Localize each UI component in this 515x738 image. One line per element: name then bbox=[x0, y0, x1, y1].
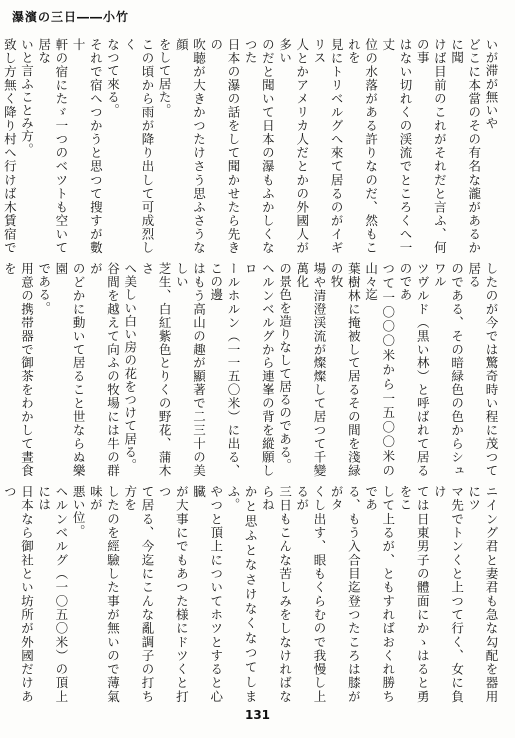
text-line: ヘルンベルグから連峯の背を縱願しロ bbox=[243, 262, 276, 477]
text-line: やつと頂上についてホツとすると心臓 bbox=[191, 485, 224, 703]
text-line: つて一〇〇〇米から一五〇〇米の山々迄 bbox=[363, 262, 396, 477]
text-line: いが滞が無いや bbox=[484, 38, 499, 130]
text-line: 場や清澄渓流が燦燦して居つて千變萬化 bbox=[294, 262, 327, 477]
text-line: ツヴルド（黒い林）と呼ばれて居るのであ bbox=[397, 262, 431, 477]
text-line: のだと聞いて日本の瀑もふかしくなつた bbox=[243, 38, 276, 254]
text-line: して上るが、ともすればおくれ勝ちであ bbox=[363, 485, 396, 703]
text-line: 見にトリベルグへ來て居るのがイギリス bbox=[311, 38, 345, 254]
text-line: 葉樹林に掩被して居るその間を淺緑の牧 bbox=[329, 262, 362, 477]
text-line bbox=[0, 485, 1, 703]
text-line: 用意の携帯器で御茶をわかして晝食を bbox=[2, 262, 35, 477]
text-line: が大事にでもあつた様にドツくと打つ bbox=[157, 485, 190, 703]
text-line: 位の水落がある許りなのだ、然もこれを bbox=[346, 38, 379, 254]
text-line: いと言ふことみ方。 bbox=[19, 38, 35, 156]
text-line: ニイング君と妻君も急な勾配を器用にツ bbox=[466, 485, 499, 703]
text-block-middle bbox=[0, 262, 500, 477]
text-line: どこに本當のその有名な瀧があるかに聞 bbox=[449, 38, 482, 254]
text-line: をして居た。 bbox=[157, 38, 173, 117]
text-line: ヘルンベルグ（一〇五〇米）の頂上には bbox=[36, 485, 69, 703]
text-line: 悪い位。 bbox=[71, 485, 87, 538]
text-line: 日本の瀑の話をして聞かせたら先きの bbox=[208, 38, 241, 254]
text-line: かと思ふとなさけなくなつてしまふ。 bbox=[225, 485, 259, 703]
text-line: の景色を造りなして居るのである。 bbox=[277, 262, 293, 472]
text-line: ールホルン（一一五〇米）に出る、この邊 bbox=[208, 262, 241, 477]
text-line: それで宿へつかうと思つて搜すが數十 bbox=[71, 38, 104, 254]
text-line: 致し方無く降り村へ行けば木賃宿で bbox=[2, 38, 18, 254]
text-line: のである、その暗緑色の色からシュワル bbox=[432, 262, 465, 477]
text-line: 日本なら御社とい坊所が外國だけあつ bbox=[2, 485, 35, 703]
text-line: 吹聴が大きかつたけさう思ふさうな顔 bbox=[174, 38, 207, 254]
text-line: はもう高山の趣が顯著で二三十の美しい bbox=[174, 262, 207, 477]
text-line: ては日東男子の體面にかゝはると勇をこ bbox=[397, 485, 431, 703]
text-line: くし出す、眼もくらむので我慢し上るが bbox=[294, 485, 327, 703]
running-header: 瀑濱の三日――小竹 bbox=[12, 10, 130, 24]
page-number: 131 bbox=[244, 708, 271, 722]
text-line: 谷間を越えて向ふの牧場には牛の群が bbox=[88, 262, 121, 477]
text-line: 三日もこんな苦しみをしなければならね bbox=[260, 485, 293, 703]
text-line: のどかに動いて居ること世ならぬ樂園 bbox=[53, 262, 87, 477]
text-line: る、もう入合目迄登つたころは膝ががタ bbox=[329, 485, 362, 703]
text-line bbox=[0, 262, 1, 477]
text-line: 人とかアメリカ人だとかの外國人が多い bbox=[277, 38, 310, 254]
text-line: この頃から雨が降り出して可成烈しく bbox=[122, 38, 155, 254]
text-line: 軒の宿にたゞ一つのベツトも空いて居な bbox=[36, 38, 69, 254]
text-block-top bbox=[0, 38, 500, 254]
text-line: て居る、今迄にこんな亂調子の打ち方を bbox=[122, 485, 155, 703]
text-line: けば目前のこれがそれだと言ふ、何の事 bbox=[415, 38, 448, 254]
text-line: へ美しい白い房の花をつけて居る。 bbox=[122, 262, 138, 472]
text-line: 芝生、白紅紫色とりくの野花、蒲木さ bbox=[139, 262, 173, 477]
text-line: したのが今では驚奇時い程に茂つて居る bbox=[466, 262, 499, 477]
text-line: マ先でトンくと上つて行く、女に負け bbox=[432, 485, 465, 703]
text-line: なつて來る。 bbox=[105, 38, 121, 117]
text-block-bottom bbox=[0, 485, 500, 703]
text-line: したのを經驗した事が無いので薄氣味が bbox=[88, 485, 121, 703]
text-line: はない切れくの渓流でところくへ一丈 bbox=[380, 38, 413, 254]
text-line: である。 bbox=[36, 262, 52, 315]
